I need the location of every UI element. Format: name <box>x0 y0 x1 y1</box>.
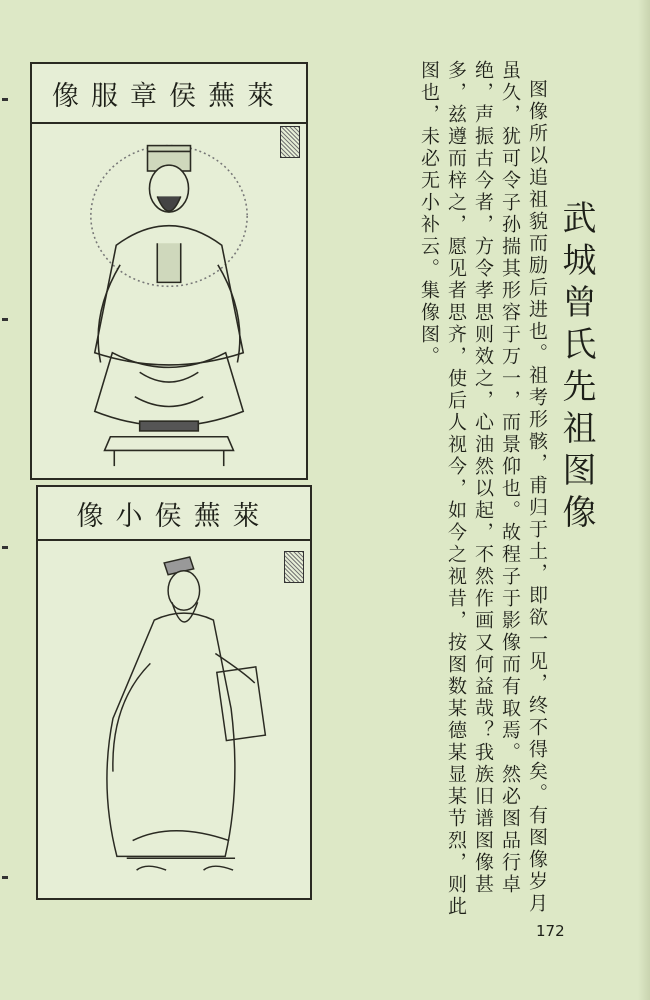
page-number: 172 <box>536 922 565 940</box>
portrait-panel-casual <box>36 485 312 900</box>
binding-mark <box>2 318 8 321</box>
binding-mark <box>2 546 8 549</box>
portrait-panel-ceremonial <box>30 62 308 480</box>
page-edge <box>638 0 650 1000</box>
ceremonial-portrait-illustration <box>40 128 298 470</box>
binding-mark <box>2 876 8 879</box>
portrait-caption: 萊蕪侯小像 <box>38 487 310 541</box>
portrait-caption: 萊蕪侯章服像 <box>32 64 306 124</box>
binding-mark <box>2 98 8 101</box>
casual-portrait-illustration <box>46 545 302 890</box>
body-paragraph: 图像所以追祖貌而励后进也。祖考形骸，甫归于土，即欲一见，终不得矣。有图像岁月虽久，犹可令子孙揣其形容于万一，而景仰也。故程子于影像而有取焉。然必图品行卓绝，声振古今者，方令孝思则效之，心油然以起，不然作画又何益哉？我族旧谱图像甚多，兹遵而梓之，愿见者思齐，使后人视今，如今之视昔，按图数某德某显某节烈，则此图也，未必无小补云。集像图。 <box>418 60 548 918</box>
body-text <box>360 60 550 920</box>
page-title: 武城曾氏先祖图像 <box>556 200 596 536</box>
